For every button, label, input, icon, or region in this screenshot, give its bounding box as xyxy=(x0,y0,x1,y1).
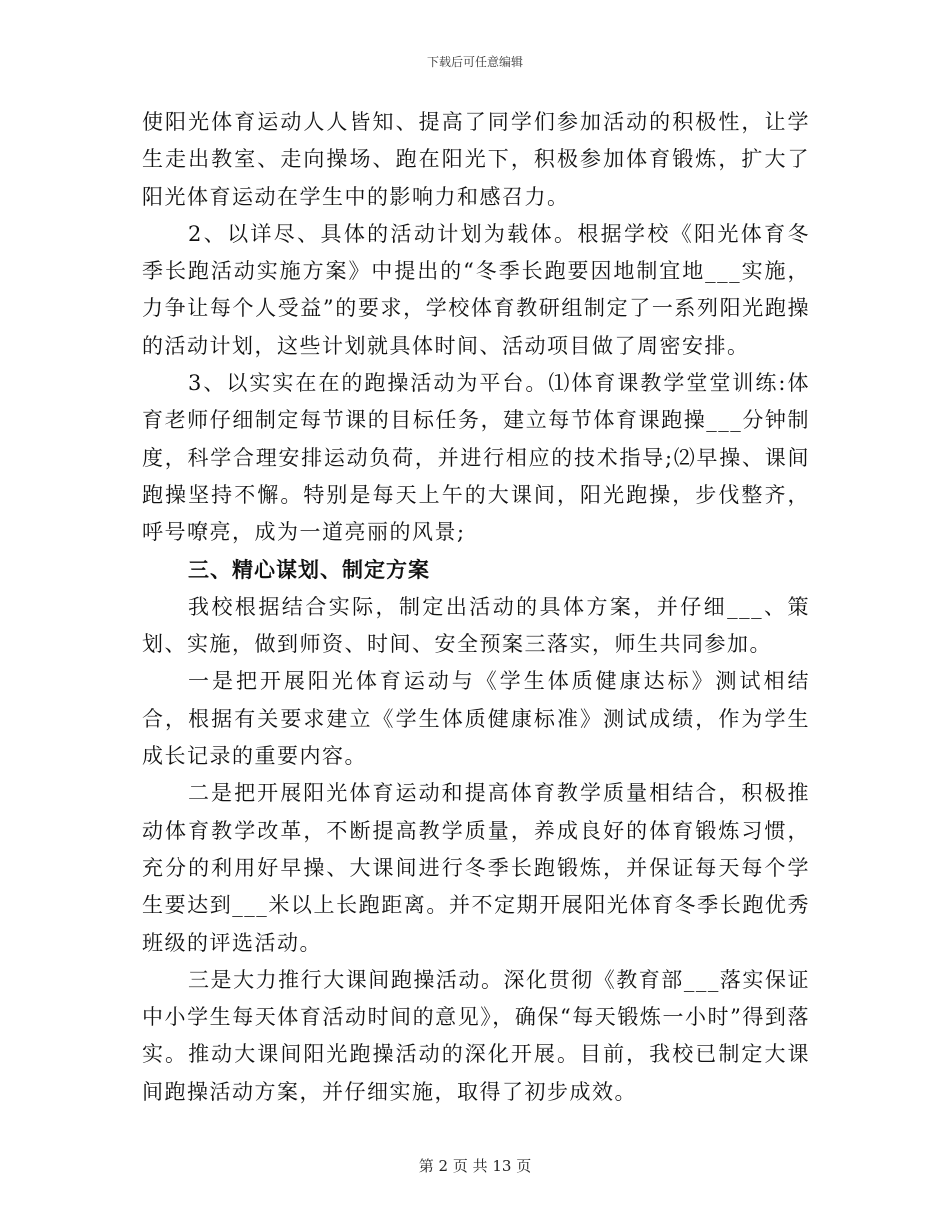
page-header: 下载后可任意编辑 xyxy=(426,55,523,69)
paragraph-point-one: 一是把开展阳光体育运动与《学生体质健康达标》测试相结合，根据有关要求建立《学生体质健康标准》测试成绩，作为学生成长记录的重要内容。 xyxy=(142,669,810,769)
paragraph-point-three: 三是大力推行大课间跑操活动。深化贯彻《教育部___落实保证中小学生每天体育活动时间的意见》，确保“每天锻炼一小时”得到落实。推动大课间阳光跑操活动的深化开展。目前，我校已制定大课间跑操活动方案，并仔细实施，取得了初步成效。 xyxy=(142,967,810,1104)
page-footer: 第 2 页 共 13 页 xyxy=(418,1157,532,1175)
paragraph-continuation: 使阳光体育运动人人皆知、提高了同学们参加活动的积极性，让学生走出教室、走向操场、跑在阳光下，积极参加体育锻炼，扩大了阳光体育运动在学生中的影响力和感召力。 xyxy=(142,110,810,209)
paragraph-item-3: 3、以实实在在的跑操活动为平台。⑴体育课教学堂堂训练:体育老师仔细制定每节课的目标任务，建立每节体育课跑操___分钟制度，科学合理安排运动负荷，并进行相应的技术指导;⑵早操、课间跑操坚持不懈。特别是每天上午的大课间，阳光跑操，步伐整齐，呼号嘹亮，成为一道亮丽的风景; xyxy=(142,371,810,545)
paragraph-item-2: 2、以详尽、具体的活动计划为载体。根据学校《阳光体育冬季长跑活动实施方案》中提出的“冬季长跑要因地制宜地___实施，力争让每个人受益”的要求，学校体育教研组制定了一系列阳光跑操的活动计划，这些计划就具体时间、活动项目做了周密安排。 xyxy=(142,221,810,358)
paragraph-point-two: 二是把开展阳光体育运动和提高体育教学质量相结合，积极推动体育教学改革，不断提高教学质量，养成良好的体育锻炼习惯，充分的利用好早操、大课间进行冬季长跑锻炼，并保证每天每个学生要达到___米以上长跑距离。并不定期开展阳光体育冬季长跑优秀班级的评选活动。 xyxy=(142,781,810,955)
section-heading: 三、精心谋划、制定方案 xyxy=(188,557,430,582)
paragraph-plan-intro: 我校根据结合实际，制定出活动的具体方案，并仔细___、策划、实施，做到师资、时间、安全预案三落实，师生共同参加。 xyxy=(142,594,810,657)
document-body xyxy=(142,104,810,1111)
